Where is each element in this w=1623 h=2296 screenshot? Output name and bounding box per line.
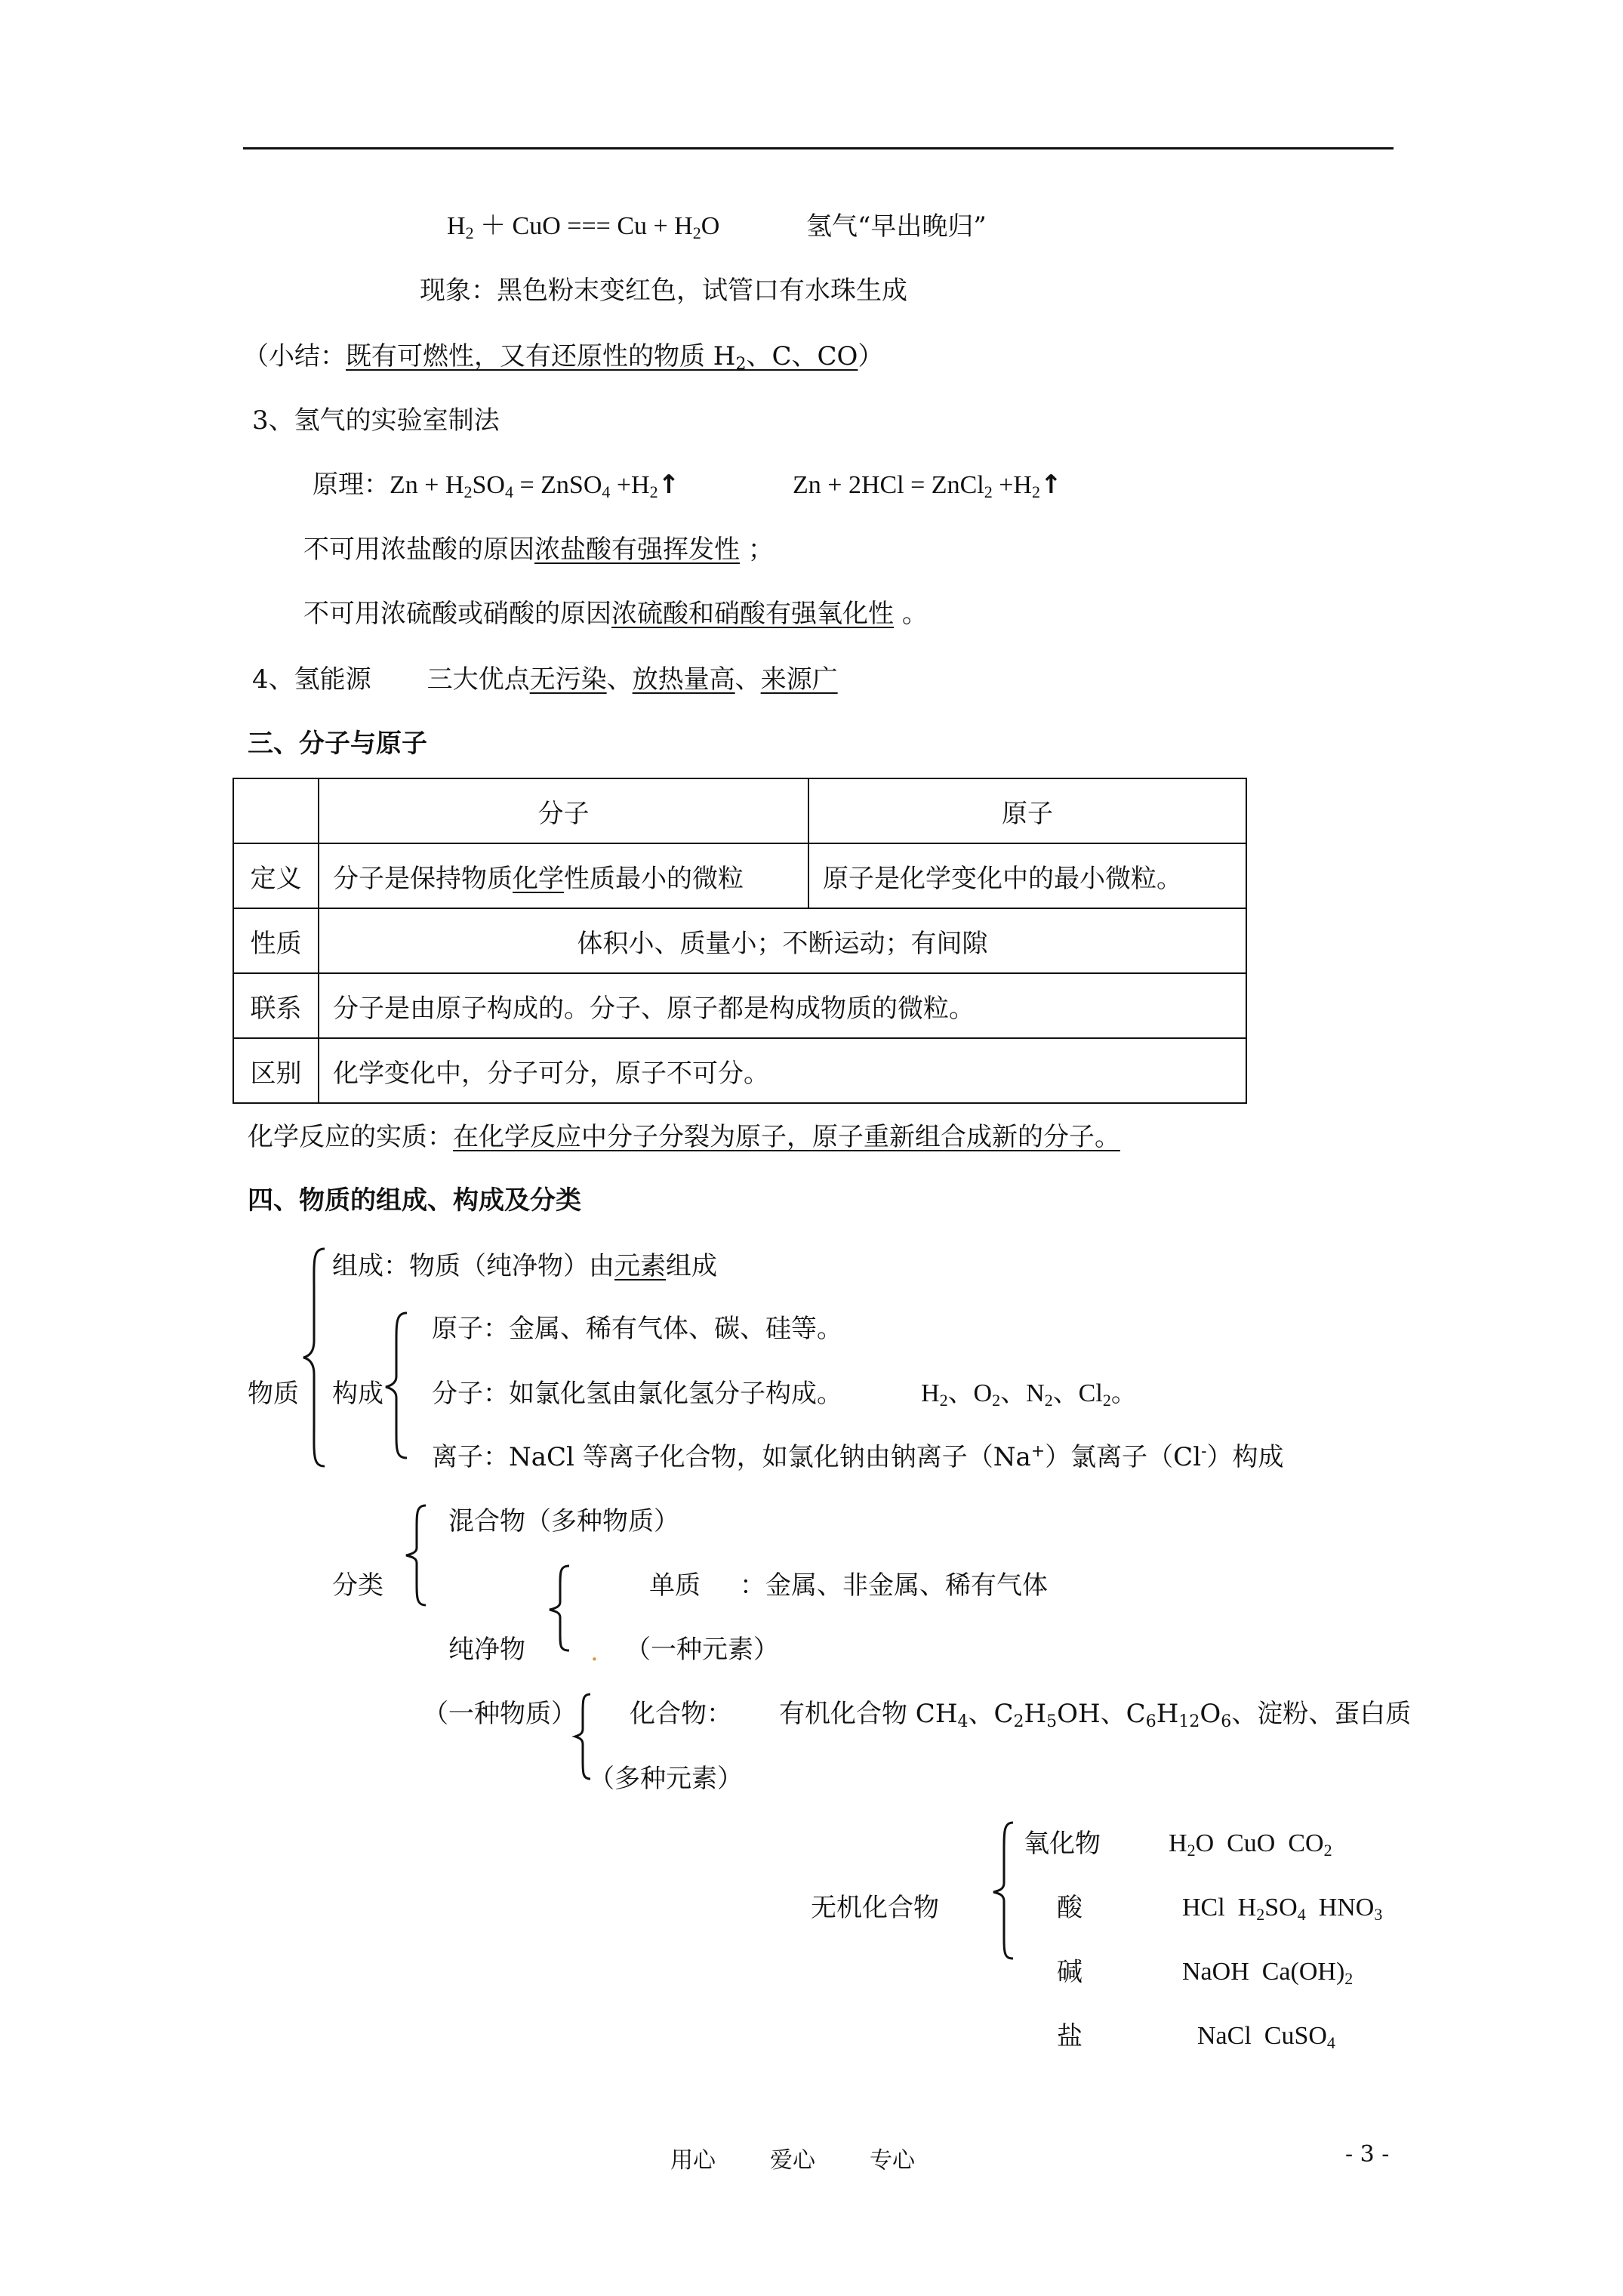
row-label: 联系 [233, 973, 319, 1038]
classification-label: 分类 [332, 1570, 383, 1601]
hydrogen-energy: 4、氢能源 三大优点无污染、放热量高、来源广 [252, 664, 838, 695]
base-examples: NaOH $Ca(OH)_2$ [1182, 1958, 1354, 1988]
footer-motto-3: 专心 [870, 2147, 915, 2174]
molecule-definition: 分子是保持物质化学性质最小的微粒 [319, 843, 808, 908]
organic-compound: 有机化合物 $CH_4$、$C_2H_5OH$、$C_6H_{12}O_6$、淀粉、蛋白质 [779, 1699, 1412, 1731]
ion-construction: 离子：NaCl 等离子化合物，如氯化钠由钠离子（Na+）氯离子（Cl-）构成 [432, 1442, 1284, 1472]
relation-text: 分子是由原子构成的。分子、原子都是构成物质的微粒。 [319, 973, 1246, 1038]
section-molecule-atom-title: 三、分子与原子 [248, 729, 427, 759]
substance-brace [302, 1246, 332, 1472]
molecule-construction: 分子：如氯化氢由氯化氢分子构成。 [432, 1379, 842, 1409]
classification-brace [402, 1502, 432, 1608]
table-row [233, 908, 1246, 973]
header-rule [243, 147, 1394, 149]
h2so4-reason: 不可用浓硫酸或硝酸的原因浓硫酸和硝酸有强氧化性 。 [303, 599, 928, 629]
simple-substance-examples: ：金属、非金属、稀有气体 [740, 1570, 1048, 1601]
multi-element-note: （多种元素） [589, 1764, 743, 1794]
compound-label: 化合物： [630, 1699, 732, 1729]
table-header-row [233, 778, 1246, 843]
pure-substance-label: 纯净物 [448, 1635, 525, 1665]
composition-line: 组成：物质（纯净物）由元素组成 [332, 1251, 717, 1281]
table-row [233, 843, 1246, 908]
reaction-essence: 化学反应的实质：在化学反应中分子分裂为原子，原子重新组合成新的分子。 [248, 1122, 1120, 1152]
molecule-atom-table [233, 778, 1247, 1104]
hcl-reason: 不可用浓盐酸的原因浓盐酸有强挥发性 ； [303, 535, 774, 565]
construction-brace [381, 1310, 411, 1461]
gas-up-arrow-icon: ↑ [658, 470, 680, 500]
zn-hcl-equation: Zn + 2HCl = ZnCl$_2$ $+H_2↑$ [793, 470, 1062, 501]
summary-text: （小结：既有可燃性，又有还原性的物质 $H_2$、C、CO） [243, 341, 884, 374]
row-label: 区别 [233, 1038, 319, 1103]
footer-motto-1: 用心 [670, 2147, 716, 2174]
section-substance-title: 四、物质的组成、构成及分类 [248, 1185, 581, 1216]
molecule-examples: $H_2$、$O_2$、$N_2$、$Cl_2$。 [921, 1379, 1137, 1410]
pure-substance-brace [545, 1563, 575, 1653]
construction-label: 构成 [332, 1379, 383, 1409]
row-label: 定义 [233, 843, 319, 908]
gas-up-arrow-icon: ↑ [1039, 470, 1062, 500]
inorganic-brace [989, 1820, 1019, 1963]
header-atom: 原子 [808, 778, 1246, 843]
atom-definition: 原子是化学变化中的最小微粒。 [808, 843, 1246, 908]
salt-label: 盐 [1057, 2021, 1083, 2051]
acid-label: 酸 [1057, 1893, 1083, 1923]
simple-substance-label: 单质 [649, 1570, 701, 1601]
row-label: 性质 [233, 908, 319, 973]
reduction-equation: $H_2$ ＋ CuO === $Cu + H_2O$ [447, 212, 720, 242]
footer-motto-2: 爱心 [770, 2147, 815, 2174]
page-number: - 3 - [1345, 2141, 1390, 2168]
section-3-title: 3、氢气的实验室制法 [252, 405, 500, 436]
acid-examples: HCl $H_2SO_4$ $HNO_3$ [1182, 1894, 1383, 1924]
property-text: 体积小、质量小；不断运动；有间隙 [319, 908, 1246, 973]
phenomenon-text: 现象：黑色粉末变红色，试管口有水珠生成 [420, 276, 907, 306]
oxide-examples: $H_2O$ CuO $CO_2$ [1169, 1829, 1332, 1860]
header-molecule: 分子 [319, 778, 808, 843]
equation-note: 氢气“早出晚归” [806, 211, 987, 242]
oxide-label: 氧化物 [1024, 1829, 1101, 1859]
stray-mark: . [590, 1637, 599, 1667]
inorganic-label: 无机化合物 [811, 1893, 939, 1923]
table-row [233, 973, 1246, 1038]
base-label: 碱 [1057, 1957, 1083, 1987]
one-element-note: （一种元素） [625, 1635, 779, 1665]
zn-h2so4-equation: 原理：$Zn + H_2SO_4$ = ZnSO$_4$ $+H_2↑$ [313, 470, 680, 501]
mixture-label: 混合物（多种物质） [448, 1506, 679, 1536]
difference-text: 化学变化中，分子可分，原子不可分。 [319, 1038, 1246, 1103]
salt-examples: NaCl CuSO$_4$ [1197, 2022, 1335, 2052]
atom-construction: 原子：金属、稀有气体、碳、硅等。 [432, 1314, 842, 1344]
substance-label: 物质 [248, 1379, 299, 1409]
table-corner-cell [233, 778, 319, 843]
one-substance-note: （一种物质） [423, 1699, 577, 1729]
table-row [233, 1038, 1246, 1103]
